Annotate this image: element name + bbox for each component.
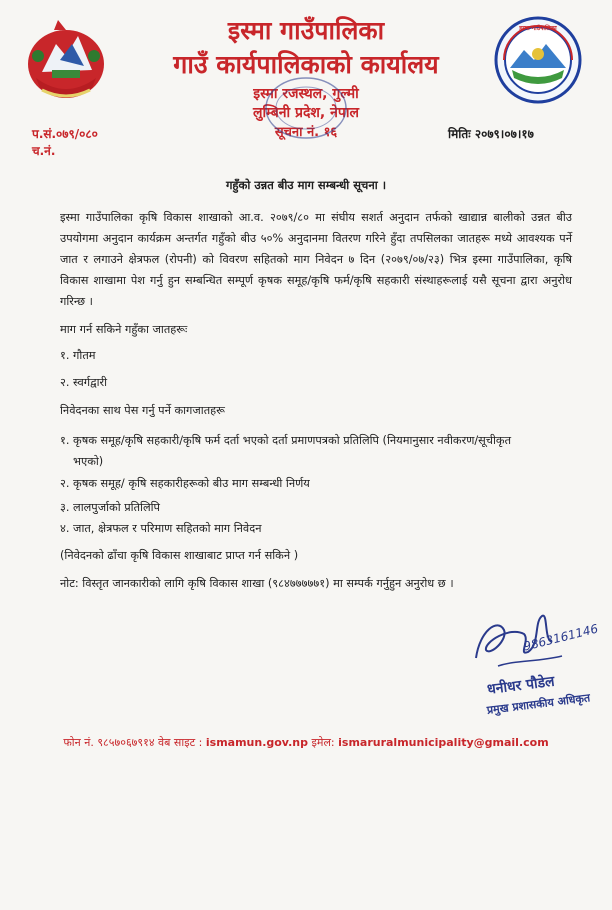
- varieties-heading: माग गर्न सकिने गहुँका जातहरूः: [60, 323, 188, 336]
- signatory-name: धनीधर पौडेल: [486, 673, 556, 698]
- document-item: १. कृषक समूह/कृषि सहकारी/कृषि फर्म दर्ता भएको दर्ता प्रमाणपत्रको प्रतिलिपि (नियमानुसार नवीकरण/सूचीकृत: [60, 434, 512, 447]
- notice-date: मितिः २०७९।०७।१७: [448, 127, 534, 141]
- address-line-1: इस्मा रजस्थल, गुल्मी: [253, 86, 359, 102]
- variety-item: १. गौतम: [60, 349, 96, 362]
- office-title: गाउँ कार्यपालिकाको कार्यालय: [173, 50, 439, 79]
- seal-ring-text: इस्मा गाउँपालिका: [519, 25, 557, 32]
- footer-phone-label: फोन नं. ९८५७०६७९१४ वेब साइट :: [63, 736, 203, 749]
- document-item: ४. जात, क्षेत्रफल र परिमाण सहितको माग निवेदन: [60, 522, 262, 535]
- form-note: (निवेदनको ढाँचा कृषि विकास शाखाबाट प्राप्त गर्न सकिने ): [60, 549, 299, 562]
- footer-email-link[interactable]: ismaruralmunicipality@gmail.com: [338, 736, 549, 749]
- notice-heading: गहुँको उन्नत बीउ माग सम्बन्धी सूचना ।: [225, 178, 387, 192]
- footer-contact: [0, 736, 612, 750]
- notice-paragraph: इस्मा गाउँपालिका कृषि विकास शाखाको आ.व. २०७९/८० मा संघीय सशर्त अनुदान तर्फको खाद्यान्न बालीको उन्नत बीउ उपयोगमा अनुदान कार्यक्रम अन्तर्गत गहुँको बीउ ५०% अनुदानमा वितरण गरिने हुँदा तपसिलका जातहरू मध्ये आवश्यक पर्ने जात र लगाउने क्षेत्रफल (रोपनी) को विवरण सहितको माग निवेदन ७ दिन (२०७९/०७/२३) भित्र इस्मा गाउँपालिका, कृषि विकास शाखामा पेश गर्नु हुन सम्बन्धित सम्पूर्ण कृषक समूह/कृषि फर्म/कृषि सहकारी संस्थाहरूलाई यसै सूचना द्वारा अनुरोध गरिन्छ ।: [60, 211, 572, 308]
- document-item: २. कृषक समूह/ कृषि सहकारीहरूको बीउ माग सम्बन्धी निर्णय: [60, 477, 310, 490]
- address-line-2: लुम्बिनी प्रदेश, नेपाल: [253, 105, 359, 121]
- notice-number: सूचना नं. १६: [274, 125, 338, 140]
- office-stamp: [264, 76, 348, 140]
- signatory-designation: प्रमुख प्रशासकीय अधिकृत: [486, 691, 591, 717]
- fiscal-year-ref: प.सं.०७९/०८०: [32, 127, 98, 141]
- documents-heading: निवेदनका साथ पेस गर्नु पर्ने कागजातहरू: [60, 404, 225, 417]
- footer-email-label: इमेल:: [311, 736, 335, 749]
- municipality-title: इस्मा गाउँपालिका: [227, 16, 385, 45]
- document-item-continued: भएको): [73, 455, 104, 468]
- contact-note: नोट: विस्तृत जानकारीको लागि कृषि विकास शाखा (९८४७७७७७१) मा सम्पर्क गर्नुहुन अनुरोध छ ।: [60, 577, 454, 590]
- variety-item: २. स्वर्गद्वारी: [60, 376, 108, 389]
- signature-number: 9863161146: [522, 621, 600, 654]
- document-item: ३. लालपुर्जाको प्रतिलिपि: [60, 501, 160, 514]
- dispatch-number: च.नं.: [32, 144, 56, 158]
- footer-website-link[interactable]: ismamun.gov.np: [205, 736, 308, 749]
